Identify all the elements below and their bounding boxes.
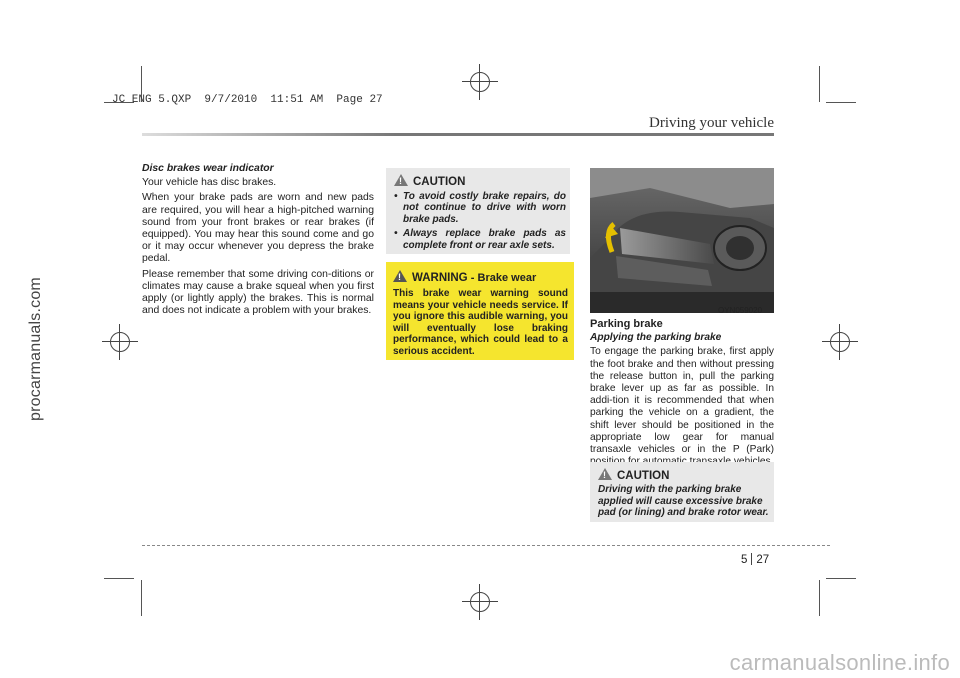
section-number: 5 [741,554,748,566]
registration-mark-bottom [462,584,498,620]
paragraph: When your brake pads are worn and new pads are required, you will hear a high-pitched warning sound from your front brakes or rear brakes (if equipped). You may hear this sound come and go or it may occur whenever you depress the brake pedal. [142,192,374,265]
watermark-left: procarmanuals.com [27,277,44,421]
warning-title: !WARNING - Brake wear [393,270,568,284]
crop-mark [104,578,134,579]
list-item: • Always replace brake pads as complete front or rear axle sets. [394,228,566,251]
crop-mark [826,578,856,579]
paragraph: To engage the parking brake, first apply the foot brake and then without pressing the release button in, pull the parking brake lever up as far as possible. In addi-tion it is recommended that when parking the vehicle on a gradient, the shift lever should be positioned in the appropriate low gear for manual transaxle vehicles or in the P (Park) [590,346,774,456]
list-item: • To avoid costly brake repairs, do not continue to drive with worn brake pads. [394,191,566,225]
right-column [590,318,774,468]
disc-brakes-heading: Disc brakes wear indicator [142,163,274,174]
warning-subtitle: - Brake wear [470,272,537,284]
parking-brake-heading: Parking brake [590,318,663,330]
registration-mark-left [102,324,138,360]
header-rule [142,133,774,136]
parking-brake-photo [590,168,774,313]
crop-mark [819,66,820,102]
parking-brake-illustration [590,168,774,313]
registration-mark-top [462,64,498,100]
paragraph: Your vehicle has disc brakes. [142,177,277,189]
crop-mark [141,580,142,616]
caution-title: !CAUTION [394,174,566,188]
crop-mark [819,580,820,616]
photo-caption: OYN059020 [718,306,763,315]
footer-rule [142,545,830,546]
warning-icon [393,270,407,282]
warning-body: This brake wear warning sound means your vehicle needs service. If you ignore this audible warning, you will eventually lose braking performance, which could lead to a serious accident. [393,288,568,357]
print-slug: JC ENG 5.QXP 9/7/2010 11:51 AM Page 27 [112,94,383,106]
page-index: 27 [756,554,770,566]
applying-parking-brake-subheading: Applying the parking brake [590,332,722,344]
warning-box [386,262,574,360]
page-number [741,553,769,566]
watermark-bottom: carmanualsonline.info [729,650,950,675]
caution-icon [598,468,612,480]
caution-list [394,191,566,251]
left-column [142,163,374,320]
caution-icon [394,174,408,186]
caution-title: !CAUTION [598,468,770,482]
paragraph: Please remember that some driving con-ditions or climates may cause a brake squeal when you first apply (or lightly apply) the brakes. This is normal and does not indicate a problem with your brakes. [142,268,374,317]
registration-mark-right [822,324,858,360]
crop-mark [826,102,856,103]
caution-box-top [386,168,570,254]
caution-box-bottom [590,462,774,522]
caution-body: Driving with the parking brake applied will cause excessive brake pad (or lining) and brake rotor wear. [598,484,769,519]
section-title: Driving your vehicle [649,115,774,131]
